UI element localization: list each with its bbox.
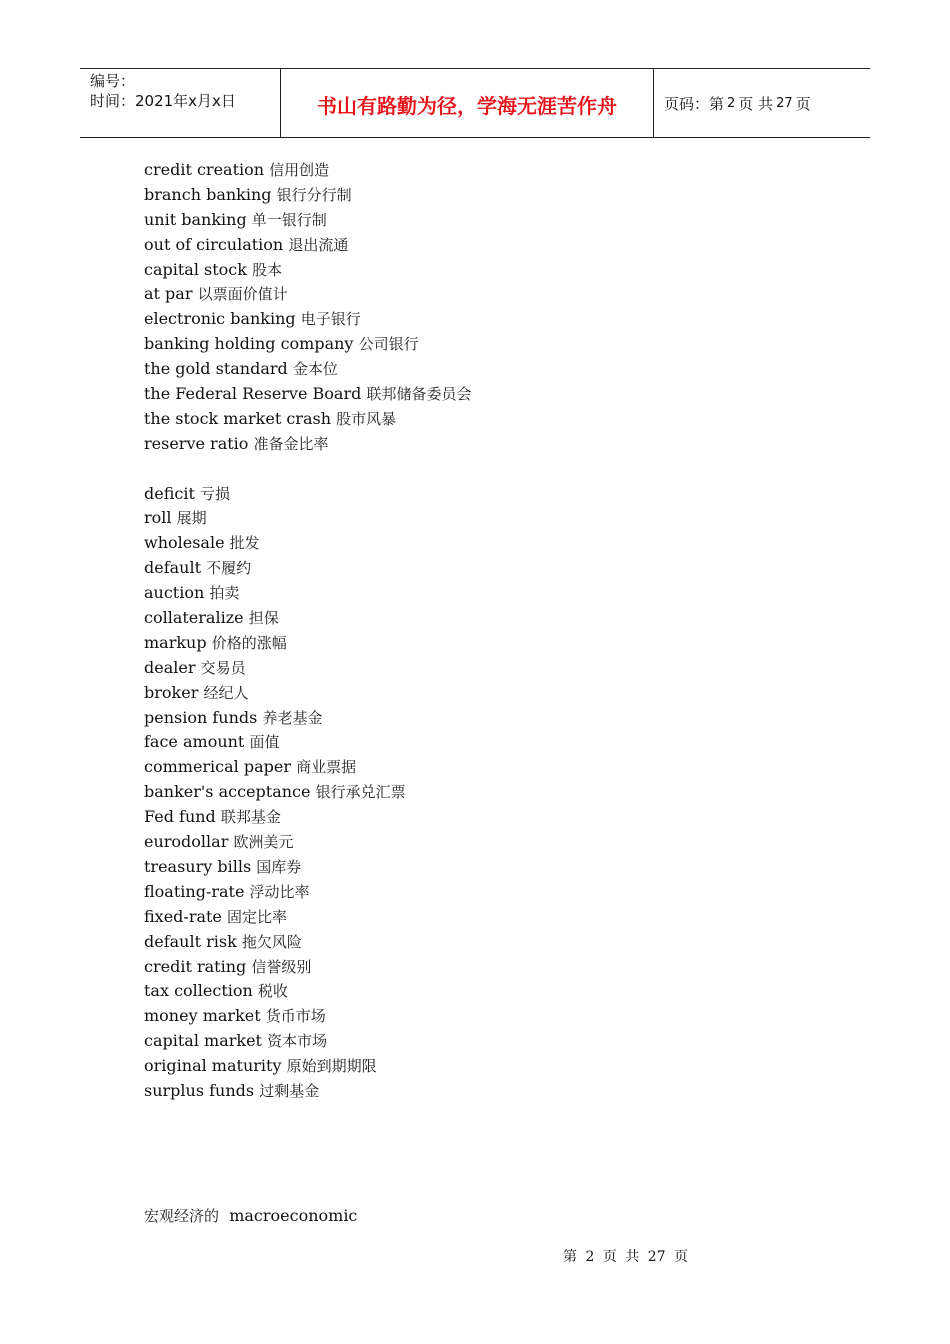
term-chinese: 欧洲美元: [233, 833, 294, 852]
glossary-entry: [144, 1004, 471, 1029]
term-chinese: 股本: [252, 260, 283, 279]
term-english: markup: [144, 632, 207, 652]
glossary-entry: [144, 482, 471, 507]
term-chinese: 银行分行制: [276, 185, 352, 204]
term-chinese: 浮动比率: [249, 882, 310, 901]
term-chinese: 银行承兑汇票: [315, 783, 406, 802]
footer-label-3: 共: [625, 1249, 640, 1265]
glossary-entry: [144, 730, 471, 755]
glossary-entry: [144, 681, 471, 706]
glossary-entry: [144, 606, 471, 631]
glossary-entry: [144, 258, 471, 283]
document-time-label: 时间：2021年x月x日: [90, 92, 236, 110]
term-english: tax collection: [144, 981, 253, 1001]
document-number-label: 编号：: [90, 72, 136, 90]
term-english: pension funds: [144, 707, 258, 727]
glossary-entry: [144, 656, 471, 681]
term-english: roll: [144, 508, 172, 528]
glossary-entry: [144, 1054, 471, 1079]
term-english: banker's acceptance: [144, 782, 311, 802]
term-chinese: 信誉级别: [251, 957, 312, 976]
glossary-entry: [144, 158, 471, 183]
term-english: Fed fund: [144, 807, 216, 827]
term-chinese: 税收: [257, 982, 288, 1001]
term-chinese: 亏损: [199, 484, 230, 503]
glossary-entry: [144, 880, 471, 905]
group-spacer: [144, 457, 471, 482]
term-chinese: 货币市场: [265, 1007, 326, 1026]
glossary-entry: [144, 955, 471, 980]
term-english: commerical paper: [144, 757, 292, 777]
glossary-entry: [144, 855, 471, 880]
macro-zh: 宏观经济的: [144, 1207, 220, 1225]
footer-label-1: 第: [563, 1249, 577, 1265]
term-english: capital market: [144, 1031, 262, 1051]
term-english: the stock market crash: [144, 408, 332, 428]
glossary-entry: [144, 407, 471, 432]
term-chinese: 股市风暴: [336, 409, 397, 428]
glossary-entry: [144, 581, 471, 606]
term-english: eurodollar: [144, 832, 229, 852]
term-chinese: 准备金比率: [253, 434, 329, 453]
term-english: electronic banking: [144, 309, 296, 329]
term-english: credit rating: [144, 956, 247, 976]
term-english: default risk: [144, 931, 237, 951]
term-chinese: 担保: [248, 609, 279, 628]
term-chinese: 退出流通: [288, 235, 349, 254]
term-english: banking holding company: [144, 334, 354, 354]
glossary-entry: [144, 506, 471, 531]
term-english: unit banking: [144, 209, 247, 229]
term-english: reserve ratio: [144, 433, 249, 453]
page-footer: [563, 1246, 692, 1266]
term-chinese: 交易员: [200, 658, 246, 677]
term-english: wholesale: [144, 533, 225, 553]
glossary-entry: [144, 556, 471, 581]
term-english: credit creation: [144, 160, 265, 179]
glossary-entry: [144, 631, 471, 656]
glossary-content: [144, 158, 471, 1104]
term-english: auction: [144, 583, 205, 603]
term-english: out of circulation: [144, 234, 284, 254]
term-chinese: 展期: [176, 509, 207, 528]
term-chinese: 养老基金: [262, 708, 323, 727]
glossary-group-1: [144, 158, 471, 457]
footer-label-2: 页: [602, 1249, 617, 1265]
term-english: broker: [144, 682, 199, 702]
term-chinese: 以票面价值计: [197, 285, 288, 304]
glossary-entry: [144, 706, 471, 731]
glossary-entry: [144, 183, 471, 208]
header-page-current: 2: [727, 95, 736, 111]
term-chinese: 金本位: [292, 360, 338, 379]
term-chinese: 电子银行: [300, 310, 361, 329]
macro-entry: [144, 1205, 357, 1226]
glossary-entry: [144, 979, 471, 1004]
footer-current: 2: [585, 1249, 595, 1265]
term-chinese: 信用创造: [269, 161, 330, 179]
glossary-entry: [144, 282, 471, 307]
term-chinese: 联邦基金: [220, 808, 281, 827]
term-chinese: 公司银行: [358, 335, 419, 354]
term-english: branch banking: [144, 184, 272, 204]
footer-label-4: 页: [674, 1249, 689, 1265]
term-chinese: 过剩基金: [259, 1081, 320, 1100]
header-page-suffix: 页: [795, 94, 811, 113]
glossary-entry: [144, 930, 471, 955]
glossary-entry: [144, 805, 471, 830]
page-header: [80, 68, 870, 138]
term-chinese: 原始到期期限: [286, 1057, 377, 1076]
glossary-entry: [144, 830, 471, 855]
term-english: original maturity: [144, 1056, 282, 1076]
glossary-entry: [144, 905, 471, 930]
glossary-entry: [144, 1029, 471, 1054]
glossary-entry: [144, 307, 471, 332]
header-meta-cell: [80, 69, 281, 137]
macro-en: macroeconomic: [229, 1206, 358, 1225]
header-page-total: 27: [776, 95, 793, 111]
term-english: surplus funds: [144, 1080, 255, 1100]
term-english: deficit: [144, 483, 195, 503]
term-english: floating-rate: [144, 881, 245, 901]
term-chinese: 不履约: [206, 559, 252, 578]
term-english: default: [144, 558, 202, 578]
term-english: the Federal Reserve Board: [144, 384, 362, 404]
term-english: treasury bills: [144, 856, 252, 876]
term-chinese: 批发: [229, 534, 260, 553]
header-page-cell: [654, 69, 870, 137]
footer-total: 27: [647, 1249, 666, 1265]
glossary-entry: [144, 1079, 471, 1104]
glossary-entry: [144, 382, 471, 407]
glossary-entry: [144, 357, 471, 382]
glossary-entry: [144, 332, 471, 357]
term-english: capital stock: [144, 259, 247, 279]
term-chinese: 联邦储备委员会: [366, 385, 472, 404]
term-chinese: 面值: [249, 733, 280, 752]
glossary-entry: [144, 208, 471, 233]
term-chinese: 单一银行制: [251, 210, 327, 229]
header-page-mid: 页 共: [738, 94, 774, 113]
term-chinese: 拖欠风险: [241, 932, 302, 951]
header-page-prefix: 页码：第: [664, 94, 725, 113]
term-english: fixed-rate: [144, 906, 222, 926]
term-english: collateralize: [144, 608, 244, 628]
glossary-entry: [144, 780, 471, 805]
glossary-entry: [144, 531, 471, 556]
term-chinese: 拍卖: [209, 584, 240, 603]
header-motto-cell: [281, 69, 654, 137]
glossary-entry: [144, 755, 471, 780]
glossary-entry: [144, 432, 471, 457]
term-english: at par: [144, 284, 193, 304]
term-chinese: 资本市场: [267, 1032, 328, 1051]
term-english: the gold standard: [144, 359, 288, 379]
header-motto: 书山有路勤为径，学海无涯苦作舟: [317, 93, 617, 118]
term-chinese: 经纪人: [203, 683, 249, 702]
term-english: face amount: [144, 732, 245, 752]
term-english: dealer: [144, 657, 196, 677]
glossary-group-2: [144, 482, 471, 1104]
term-chinese: 价格的涨幅: [211, 633, 287, 652]
term-chinese: 固定比率: [227, 907, 288, 926]
term-chinese: 商业票据: [296, 758, 357, 777]
glossary-entry: [144, 233, 471, 258]
term-english: money market: [144, 1006, 261, 1026]
term-chinese: 国库券: [256, 857, 302, 876]
